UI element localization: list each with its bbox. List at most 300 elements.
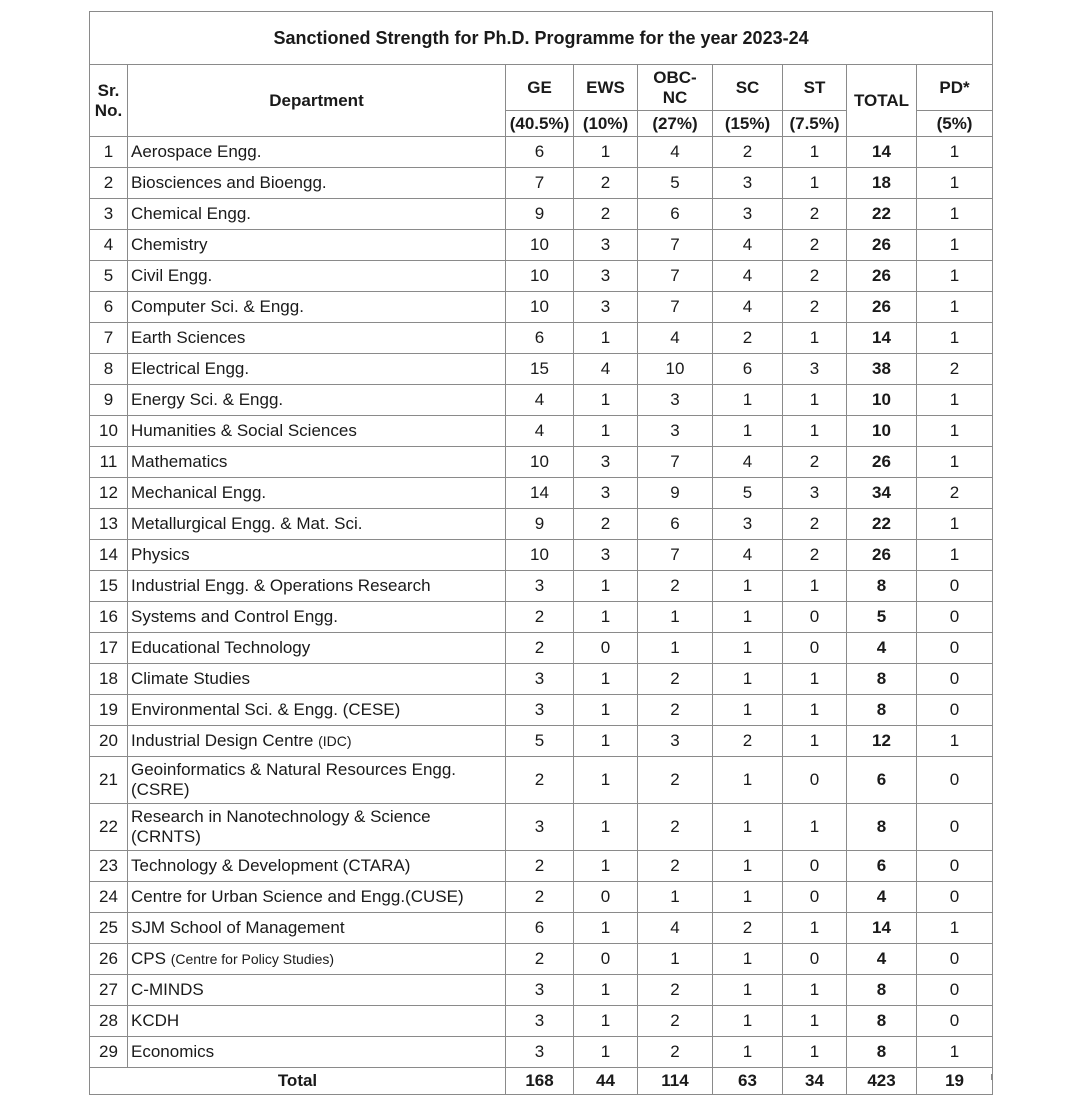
cell-pd: 0 bbox=[917, 757, 993, 804]
cell-sr-no: 7 bbox=[90, 323, 128, 354]
cell-ews: 1 bbox=[574, 726, 638, 757]
cell-ews: 3 bbox=[574, 230, 638, 261]
table-row bbox=[90, 1006, 993, 1037]
cell-st: 2 bbox=[783, 261, 847, 292]
pct-ews: (10%) bbox=[574, 111, 638, 137]
department-name-line2: (CRNTS) bbox=[131, 827, 201, 846]
cell-st: 3 bbox=[783, 478, 847, 509]
cell-total: 38 bbox=[847, 354, 917, 385]
cell-department bbox=[128, 354, 506, 385]
cell-ews: 1 bbox=[574, 851, 638, 882]
cell-ge: 2 bbox=[506, 602, 574, 633]
cell-pd: 2 bbox=[917, 478, 993, 509]
cell-st: 0 bbox=[783, 851, 847, 882]
cell-ge: 3 bbox=[506, 975, 574, 1006]
pct-ge: (40.5%) bbox=[506, 111, 574, 137]
cell-st: 1 bbox=[783, 695, 847, 726]
cell-department bbox=[128, 882, 506, 913]
cell-st: 1 bbox=[783, 323, 847, 354]
header-total: TOTAL bbox=[847, 65, 917, 137]
table-row bbox=[90, 851, 993, 882]
cell-ews: 1 bbox=[574, 416, 638, 447]
cell-total: 22 bbox=[847, 199, 917, 230]
cell-ews: 1 bbox=[574, 602, 638, 633]
cell-sc: 1 bbox=[713, 416, 783, 447]
department-name: Systems and Control Engg. bbox=[131, 607, 338, 626]
table-row bbox=[90, 509, 993, 540]
cell-sr-no: 26 bbox=[90, 944, 128, 975]
cell-department bbox=[128, 1037, 506, 1068]
cell-department bbox=[128, 509, 506, 540]
table-row bbox=[90, 385, 993, 416]
department-name: Research in Nanotechnology & Science bbox=[131, 807, 431, 826]
table-row bbox=[90, 230, 993, 261]
cell-sr-no: 10 bbox=[90, 416, 128, 447]
cell-ews: 0 bbox=[574, 882, 638, 913]
cell-st: 1 bbox=[783, 1006, 847, 1037]
cell-st: 0 bbox=[783, 944, 847, 975]
pct-pd: (5%) bbox=[917, 111, 993, 137]
cell-st: 2 bbox=[783, 447, 847, 478]
department-name: Electrical Engg. bbox=[131, 359, 250, 378]
cell-total: 10 bbox=[847, 385, 917, 416]
cell-ge: 5 bbox=[506, 726, 574, 757]
cell-total: 26 bbox=[847, 261, 917, 292]
cell-ge: 15 bbox=[506, 354, 574, 385]
cell-ge: 2 bbox=[506, 944, 574, 975]
department-name: Physics bbox=[131, 545, 190, 564]
cell-ge: 3 bbox=[506, 664, 574, 695]
cell-st: 2 bbox=[783, 540, 847, 571]
cell-pd: 0 bbox=[917, 664, 993, 695]
cell-sr-no: 18 bbox=[90, 664, 128, 695]
cell-department bbox=[128, 571, 506, 602]
header-obc-line2: NC bbox=[662, 87, 688, 107]
cell-obc: 1 bbox=[638, 944, 713, 975]
table-row bbox=[90, 695, 993, 726]
cell-st: 1 bbox=[783, 137, 847, 168]
table-row bbox=[90, 757, 993, 804]
department-name: Climate Studies bbox=[131, 669, 251, 688]
table-row bbox=[90, 447, 993, 478]
cell-pd: 1 bbox=[917, 509, 993, 540]
cell-sr-no: 28 bbox=[90, 1006, 128, 1037]
cell-obc: 2 bbox=[638, 664, 713, 695]
cell-pd: 0 bbox=[917, 882, 993, 913]
cell-sr-no: 27 bbox=[90, 975, 128, 1006]
cell-ews: 1 bbox=[574, 757, 638, 804]
cell-sc: 4 bbox=[713, 292, 783, 323]
department-name: Economics bbox=[131, 1042, 215, 1061]
cell-ews: 0 bbox=[574, 944, 638, 975]
totals-ews: 44 bbox=[574, 1068, 638, 1095]
department-name: Energy Sci. & Engg. bbox=[131, 390, 284, 409]
cell-total: 5 bbox=[847, 602, 917, 633]
cell-ews: 2 bbox=[574, 168, 638, 199]
cell-pd: 0 bbox=[917, 633, 993, 664]
cell-sc: 2 bbox=[713, 913, 783, 944]
cell-sc: 1 bbox=[713, 851, 783, 882]
cell-department bbox=[128, 137, 506, 168]
cell-pd: 2 bbox=[917, 354, 993, 385]
department-name: Industrial Engg. & Operations Research bbox=[131, 576, 431, 595]
totals-label: Total bbox=[90, 1068, 506, 1095]
department-name: Civil Engg. bbox=[131, 266, 213, 285]
table-row bbox=[90, 416, 993, 447]
cell-total: 8 bbox=[847, 1037, 917, 1068]
totals-sc: 63 bbox=[713, 1068, 783, 1095]
cell-sr-no: 8 bbox=[90, 354, 128, 385]
cell-total: 26 bbox=[847, 447, 917, 478]
cell-ge: 10 bbox=[506, 230, 574, 261]
cell-ews: 3 bbox=[574, 261, 638, 292]
cell-ge: 6 bbox=[506, 913, 574, 944]
cell-sr-no: 13 bbox=[90, 509, 128, 540]
cell-ews: 1 bbox=[574, 695, 638, 726]
cell-department bbox=[128, 726, 506, 757]
cell-obc: 3 bbox=[638, 726, 713, 757]
cell-ews: 2 bbox=[574, 509, 638, 540]
cell-ge: 2 bbox=[506, 882, 574, 913]
cell-total: 26 bbox=[847, 540, 917, 571]
header-st: ST bbox=[783, 65, 847, 111]
cell-department bbox=[128, 851, 506, 882]
cell-sc: 1 bbox=[713, 757, 783, 804]
cell-pd: 0 bbox=[917, 975, 993, 1006]
department-name: SJM School of Management bbox=[131, 918, 345, 937]
cell-st: 1 bbox=[783, 571, 847, 602]
cell-obc: 10 bbox=[638, 354, 713, 385]
cell-department bbox=[128, 633, 506, 664]
totals-ge: 168 bbox=[506, 1068, 574, 1095]
department-name: Centre for Urban Science and Engg.(CUSE) bbox=[131, 887, 464, 906]
cell-department bbox=[128, 292, 506, 323]
cell-obc: 7 bbox=[638, 540, 713, 571]
table-row bbox=[90, 975, 993, 1006]
cell-ge: 6 bbox=[506, 137, 574, 168]
department-name: Chemical Engg. bbox=[131, 204, 252, 223]
cell-sr-no: 9 bbox=[90, 385, 128, 416]
cell-ge: 6 bbox=[506, 323, 574, 354]
table-row bbox=[90, 478, 993, 509]
strength-table bbox=[89, 11, 993, 1095]
cell-ge: 2 bbox=[506, 757, 574, 804]
cell-total: 8 bbox=[847, 571, 917, 602]
cell-sc: 2 bbox=[713, 726, 783, 757]
cell-total: 8 bbox=[847, 1006, 917, 1037]
cell-sc: 1 bbox=[713, 975, 783, 1006]
cell-ews: 1 bbox=[574, 385, 638, 416]
cell-pd: 0 bbox=[917, 571, 993, 602]
cell-total: 4 bbox=[847, 882, 917, 913]
cell-ews: 1 bbox=[574, 323, 638, 354]
table-row bbox=[90, 882, 993, 913]
cell-pd: 1 bbox=[917, 416, 993, 447]
cell-sr-no: 19 bbox=[90, 695, 128, 726]
cell-sr-no: 6 bbox=[90, 292, 128, 323]
cell-sc: 2 bbox=[713, 137, 783, 168]
cell-sc: 4 bbox=[713, 261, 783, 292]
cell-pd: 1 bbox=[917, 137, 993, 168]
cell-department bbox=[128, 323, 506, 354]
table-row bbox=[90, 292, 993, 323]
cell-ge: 4 bbox=[506, 416, 574, 447]
cell-total: 4 bbox=[847, 944, 917, 975]
cell-total: 12 bbox=[847, 726, 917, 757]
cell-pd: 1 bbox=[917, 385, 993, 416]
department-name: Educational Technology bbox=[131, 638, 311, 657]
cell-sc: 1 bbox=[713, 695, 783, 726]
cell-department bbox=[128, 447, 506, 478]
table-row bbox=[90, 323, 993, 354]
cell-ge: 4 bbox=[506, 385, 574, 416]
department-name: Environmental Sci. & Engg. (CESE) bbox=[131, 700, 401, 719]
cell-sr-no: 24 bbox=[90, 882, 128, 913]
cell-ews: 3 bbox=[574, 447, 638, 478]
cell-pd: 1 bbox=[917, 323, 993, 354]
cell-sc: 4 bbox=[713, 447, 783, 478]
cell-sr-no: 3 bbox=[90, 199, 128, 230]
cell-st: 1 bbox=[783, 975, 847, 1006]
table-row bbox=[90, 199, 993, 230]
cell-obc: 1 bbox=[638, 633, 713, 664]
cell-sc: 3 bbox=[713, 168, 783, 199]
cell-sr-no: 23 bbox=[90, 851, 128, 882]
cell-ews: 1 bbox=[574, 1037, 638, 1068]
cell-ge: 2 bbox=[506, 633, 574, 664]
table-title: Sanctioned Strength for Ph.D. Programme for the year 2023-24 bbox=[90, 12, 993, 65]
cell-ge: 10 bbox=[506, 540, 574, 571]
cell-obc: 7 bbox=[638, 261, 713, 292]
cell-sc: 1 bbox=[713, 804, 783, 851]
cell-sc: 1 bbox=[713, 1037, 783, 1068]
cell-sr-no: 12 bbox=[90, 478, 128, 509]
department-name: Geoinformatics & Natural Resources Engg. bbox=[131, 760, 457, 779]
cell-sr-no: 21 bbox=[90, 757, 128, 804]
cell-sc: 2 bbox=[713, 323, 783, 354]
cell-st: 1 bbox=[783, 804, 847, 851]
cell-obc: 9 bbox=[638, 478, 713, 509]
cell-sc: 3 bbox=[713, 199, 783, 230]
cell-sr-no: 4 bbox=[90, 230, 128, 261]
table-row bbox=[90, 633, 993, 664]
cell-pd: 0 bbox=[917, 851, 993, 882]
cell-department bbox=[128, 478, 506, 509]
cell-total: 8 bbox=[847, 695, 917, 726]
department-name: CPS bbox=[131, 949, 166, 968]
cell-obc: 2 bbox=[638, 571, 713, 602]
cell-pd: 1 bbox=[917, 913, 993, 944]
cell-pd: 1 bbox=[917, 199, 993, 230]
cell-department bbox=[128, 416, 506, 447]
cell-total: 22 bbox=[847, 509, 917, 540]
cell-sc: 6 bbox=[713, 354, 783, 385]
cell-department bbox=[128, 385, 506, 416]
table-continuation bbox=[89, 1074, 992, 1080]
cell-department bbox=[128, 168, 506, 199]
cell-sc: 1 bbox=[713, 602, 783, 633]
cell-ews: 0 bbox=[574, 633, 638, 664]
cell-ews: 4 bbox=[574, 354, 638, 385]
cell-obc: 2 bbox=[638, 695, 713, 726]
cell-ews: 1 bbox=[574, 1006, 638, 1037]
cell-sr-no: 11 bbox=[90, 447, 128, 478]
department-name-line2: (CSRE) bbox=[131, 780, 190, 799]
cell-department bbox=[128, 261, 506, 292]
cell-total: 8 bbox=[847, 975, 917, 1006]
cell-obc: 4 bbox=[638, 137, 713, 168]
department-name: Metallurgical Engg. & Mat. Sci. bbox=[131, 514, 363, 533]
cell-sr-no: 25 bbox=[90, 913, 128, 944]
cell-department bbox=[128, 975, 506, 1006]
cell-sc: 4 bbox=[713, 540, 783, 571]
cell-obc: 2 bbox=[638, 757, 713, 804]
cell-sr-no: 16 bbox=[90, 602, 128, 633]
department-name: C-MINDS bbox=[131, 980, 204, 999]
cell-ews: 3 bbox=[574, 478, 638, 509]
cell-department bbox=[128, 664, 506, 695]
cell-obc: 4 bbox=[638, 913, 713, 944]
cell-pd: 1 bbox=[917, 1037, 993, 1068]
table-row bbox=[90, 1037, 993, 1068]
cell-total: 4 bbox=[847, 633, 917, 664]
cell-sr-no: 29 bbox=[90, 1037, 128, 1068]
cell-department bbox=[128, 695, 506, 726]
department-abbrev: (IDC) bbox=[318, 733, 352, 749]
cell-obc: 2 bbox=[638, 851, 713, 882]
department-name: Computer Sci. & Engg. bbox=[131, 297, 304, 316]
cell-pd: 1 bbox=[917, 540, 993, 571]
cell-obc: 7 bbox=[638, 230, 713, 261]
cell-sc: 1 bbox=[713, 882, 783, 913]
cell-department bbox=[128, 1006, 506, 1037]
cell-ews: 3 bbox=[574, 540, 638, 571]
cell-pd: 1 bbox=[917, 261, 993, 292]
cell-ge: 10 bbox=[506, 261, 574, 292]
cell-sc: 1 bbox=[713, 1006, 783, 1037]
cell-department bbox=[128, 757, 506, 804]
cell-sr-no: 22 bbox=[90, 804, 128, 851]
cell-ews: 1 bbox=[574, 137, 638, 168]
table-row bbox=[90, 804, 993, 851]
cell-pd: 1 bbox=[917, 726, 993, 757]
cell-department bbox=[128, 944, 506, 975]
department-abbrev: (Centre for Policy Studies) bbox=[170, 951, 335, 967]
cell-ge: 3 bbox=[506, 804, 574, 851]
cell-ews: 3 bbox=[574, 292, 638, 323]
cell-st: 1 bbox=[783, 168, 847, 199]
cell-sc: 1 bbox=[713, 944, 783, 975]
cell-st: 1 bbox=[783, 664, 847, 695]
cell-total: 14 bbox=[847, 323, 917, 354]
cell-st: 1 bbox=[783, 1037, 847, 1068]
cell-ews: 1 bbox=[574, 804, 638, 851]
cell-pd: 0 bbox=[917, 1006, 993, 1037]
cell-ews: 2 bbox=[574, 199, 638, 230]
cell-sc: 1 bbox=[713, 571, 783, 602]
table-row bbox=[90, 168, 993, 199]
cell-obc: 7 bbox=[638, 447, 713, 478]
department-name: Aerospace Engg. bbox=[131, 142, 262, 161]
cell-st: 0 bbox=[783, 882, 847, 913]
cell-total: 8 bbox=[847, 664, 917, 695]
cell-total: 26 bbox=[847, 292, 917, 323]
cell-total: 34 bbox=[847, 478, 917, 509]
cell-obc: 2 bbox=[638, 975, 713, 1006]
cell-ge: 10 bbox=[506, 292, 574, 323]
cell-st: 0 bbox=[783, 602, 847, 633]
cell-sr-no: 20 bbox=[90, 726, 128, 757]
cell-ews: 1 bbox=[574, 664, 638, 695]
pct-obc: (27%) bbox=[638, 111, 713, 137]
cell-sr-no: 17 bbox=[90, 633, 128, 664]
cell-pd: 0 bbox=[917, 695, 993, 726]
cell-obc: 1 bbox=[638, 882, 713, 913]
table-row bbox=[90, 137, 993, 168]
header-sr-no bbox=[90, 65, 128, 137]
cell-total: 18 bbox=[847, 168, 917, 199]
table-row bbox=[90, 571, 993, 602]
cell-obc: 5 bbox=[638, 168, 713, 199]
pct-sc: (15%) bbox=[713, 111, 783, 137]
header-sr-no-line1: Sr. bbox=[97, 80, 120, 100]
header-ge: GE bbox=[506, 65, 574, 111]
cell-department bbox=[128, 199, 506, 230]
cell-obc: 2 bbox=[638, 804, 713, 851]
header-ews: EWS bbox=[574, 65, 638, 111]
cell-total: 10 bbox=[847, 416, 917, 447]
table-row bbox=[90, 726, 993, 757]
cell-obc: 6 bbox=[638, 509, 713, 540]
cell-st: 1 bbox=[783, 385, 847, 416]
cell-obc: 2 bbox=[638, 1037, 713, 1068]
cell-total: 6 bbox=[847, 851, 917, 882]
cell-st: 1 bbox=[783, 416, 847, 447]
cell-obc: 1 bbox=[638, 602, 713, 633]
header-department: Department bbox=[128, 65, 506, 137]
header-sr-no-line2: No. bbox=[94, 100, 123, 120]
cell-ews: 1 bbox=[574, 571, 638, 602]
cell-pd: 0 bbox=[917, 804, 993, 851]
department-name: Biosciences and Bioengg. bbox=[131, 173, 327, 192]
cell-sr-no: 2 bbox=[90, 168, 128, 199]
cell-st: 1 bbox=[783, 726, 847, 757]
cell-sc: 1 bbox=[713, 385, 783, 416]
cell-st: 1 bbox=[783, 913, 847, 944]
department-name: Humanities & Social Sciences bbox=[131, 421, 357, 440]
department-name: Industrial Design Centre bbox=[131, 731, 314, 750]
cell-sr-no: 5 bbox=[90, 261, 128, 292]
table-row bbox=[90, 602, 993, 633]
cell-ge: 2 bbox=[506, 851, 574, 882]
cell-pd: 0 bbox=[917, 944, 993, 975]
cell-department bbox=[128, 602, 506, 633]
cell-ge: 3 bbox=[506, 695, 574, 726]
department-name: Earth Sciences bbox=[131, 328, 246, 347]
table-row bbox=[90, 354, 993, 385]
table-row bbox=[90, 664, 993, 695]
header-sc: SC bbox=[713, 65, 783, 111]
cell-st: 0 bbox=[783, 633, 847, 664]
totals-row bbox=[90, 1068, 993, 1095]
cell-sc: 1 bbox=[713, 633, 783, 664]
cell-obc: 3 bbox=[638, 385, 713, 416]
table-row bbox=[90, 913, 993, 944]
cell-st: 3 bbox=[783, 354, 847, 385]
table-row bbox=[90, 944, 993, 975]
department-name: Mathematics bbox=[131, 452, 228, 471]
cell-pd: 1 bbox=[917, 168, 993, 199]
